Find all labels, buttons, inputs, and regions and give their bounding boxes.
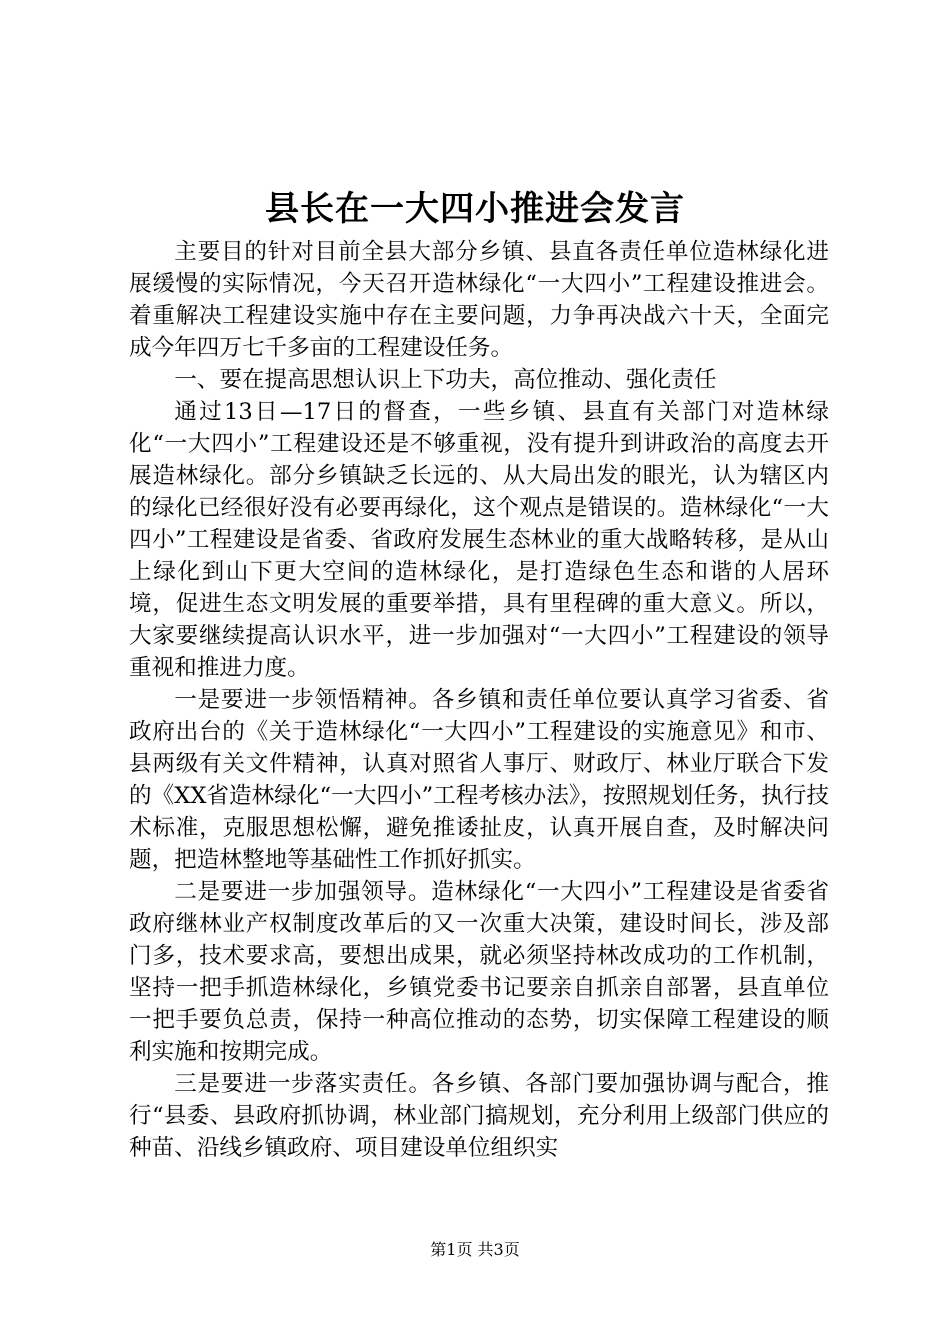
paragraph-inspection: 通过13日—17日的督查，一些乡镇、县直有关部门对造林绿化“一大四小”工程建设还是不够重视，没有提升到讲政治的高度去开展造林绿化。部分乡镇缺乏长远的、从大局出发的眼光，认为辖区内的绿化已经很好没有必要再绿化，这个观点是错误的。造林绿化“一大四小”工程建设是省委、省政府发展生态林业的重大战略转移，是从山上绿化到山下更大空间的造林绿化，是打造绿色生态和谐的人居环境，促进生态文明发展的重要举措，具有里程碑的重大意义。所以，大家要继续提高认识水平，进一步加强对“一大四小”工程建设的领导重视和推进力度。 bbox=[129, 399, 829, 681]
paragraph-intro: 主要目的针对目前全县大部分乡镇、县直各责任单位造林绿化进展缓慢的实际情况，今天召开造林绿化“一大四小”工程建设推进会。着重解决工程建设实施中存在主要问题，力争再决战六十天，全面完成今年四万七千多亩的工程建设任务。 bbox=[129, 239, 829, 361]
paragraph-point-1: 一是要进一步领悟精神。各乡镇和责任单位要认真学习省委、省政府出台的《关于造林绿化“一大四小”工程建设的实施意见》和市、县两级有关文件精神，认真对照省人事厅、财政厅、林业厅联合下发的《XX省造林绿化“一大四小”工程考核办法》，按照规划任务，执行技术标准，克服思想松懈，避免推诿扯皮，认真开展自查，及时解决问题，把造林整地等基础性工作抓好抓实。 bbox=[129, 687, 829, 873]
section-heading-1: 一、要在提高思想认识上下功夫，高位推动、强化责任 bbox=[174, 367, 717, 393]
page-footer: 第1页 共3页 bbox=[430, 1240, 520, 1259]
paragraph-point-3: 三是要进一步落实责任。各乡镇、各部门要加强协调与配合，推行“县委、县政府抓协调，林业部门搞规划，充分利用上级部门供应的种苗、沿线乡镇政府、项目建设单位组织实 bbox=[129, 1071, 829, 1161]
paragraph-point-2: 二是要进一步加强领导。造林绿化“一大四小”工程建设是省委省政府继林业产权制度改革后的又一次重大决策，建设时间长，涉及部门多，技术要求高，要想出成果，就必须坚持林改成功的工作机制，坚持一把手抓造林绿化，乡镇党委书记要亲自抓亲自部署，县直单位一把手要负总责，保持一种高位推动的态势，切实保障工程建设的顺利实施和按期完成。 bbox=[129, 879, 829, 1065]
document-body bbox=[129, 236, 829, 1164]
document-title: 县长在一大四小推进会发言 bbox=[265, 189, 685, 229]
